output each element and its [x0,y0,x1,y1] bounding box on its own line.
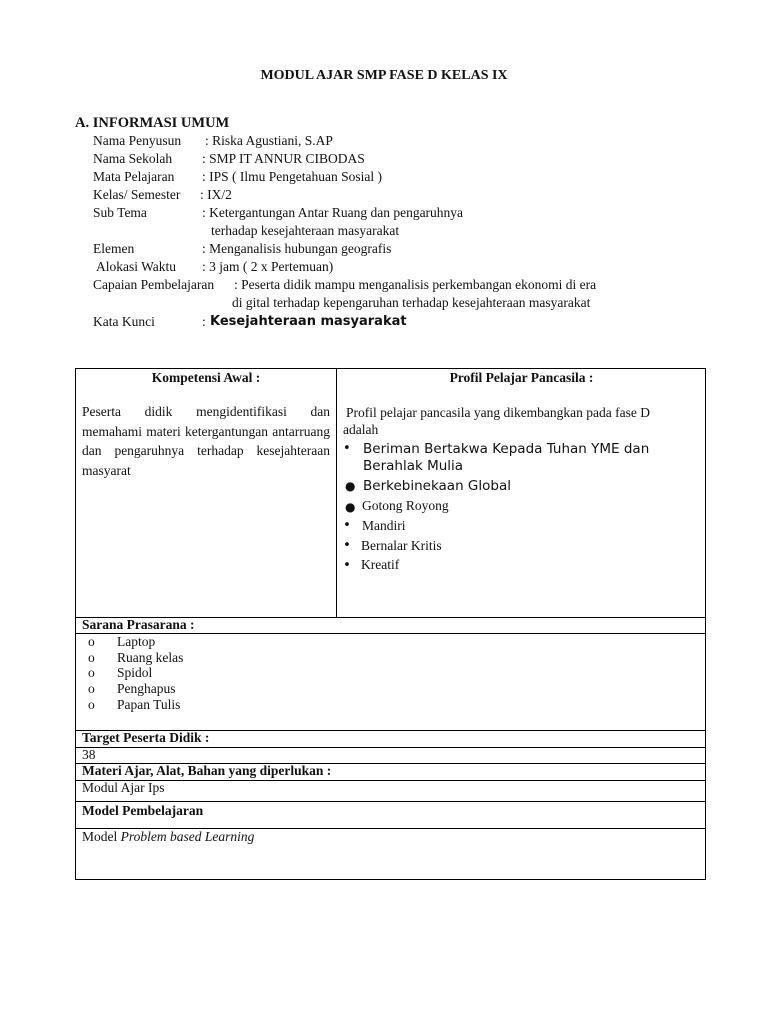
bullet-icon: • [343,517,351,533]
value-mata-pelajaran: : IPS ( Ilmu Pengetahuan Sosial ) [202,169,382,184]
value-sub-tema-2: terhadap kesejahteraan masyarakat [211,223,400,238]
kompetensi-awal-text: Peserta didik mengidentifikasi dan memahami materi ketergantungan antarruang dan pengaruhnya terhadap kesejahteraan masyarat [82,404,330,478]
label-nama-penyusun: Nama Penyusun [93,133,182,148]
materi-header: Materi Ajar, Alat, Bahan yang diperlukan : [82,763,332,778]
table-divider [75,747,706,748]
profil-pancasila-header: Profil Pelajar Pancasila : [449,370,594,385]
circle-bullet-icon: o [88,634,95,649]
profil-item: Berahlak Mulia [363,458,464,474]
materi-value: Modul Ajar Ips [82,780,165,795]
profil-item: Kreatif [361,557,400,572]
circle-bullet-icon: o [88,665,95,680]
model-header: Model Pembelajaran [82,803,204,818]
model-value [82,829,254,845]
label-sub-tema: Sub Tema [93,205,147,220]
circle-bullet-icon: o [88,650,95,665]
table-column-divider [336,368,337,617]
section-heading-informasi-umum: A. INFORMASI UMUM [75,115,230,131]
circle-bullet-icon: o [88,697,95,712]
label-kelas-semester: Kelas/ Semester [93,187,181,202]
kompetensi-awal-header: Kompetensi Awal : [151,370,261,385]
sarana-item: Ruang kelas [117,650,184,665]
value-kelas-semester: : IX/2 [200,187,232,202]
circle-bullet-icon: o [88,681,95,696]
bullet-icon: • [343,441,351,456]
sarana-header: Sarana Prasarana : [82,617,195,632]
profil-item: Berkebinekaan Global [363,478,511,494]
profil-item: Mandiri [362,518,406,533]
bullet-icon: • [343,557,351,573]
document-title: MODUL AJAR SMP FASE D KELAS IX [260,68,508,83]
target-header: Target Peserta Didik : [82,730,210,745]
value-capaian-2: di gital terhadap kepengaruhan terhadap kesejahteraan masyarakat [232,295,591,310]
label-alokasi-waktu: Alokasi Waktu [96,259,177,274]
value-sub-tema-1: : Ketergantungan Antar Ruang dan pengaruhnya [202,205,464,220]
value-nama-penyusun: : Riska Agustiani, S.AP [205,133,333,148]
table-divider [75,780,706,781]
profil-item: Bernalar Kritis [361,538,442,553]
value-alokasi-waktu: : 3 jam ( 2 x Pertemuan) [202,259,334,274]
value-nama-sekolah: : SMP IT ANNUR CIBODAS [202,151,365,166]
target-value: 38 [82,747,96,762]
model-prefix: Model [82,829,121,844]
label-capaian-pembelajaran: Capaian Pembelajaran [93,277,215,292]
label-mata-pelajaran: Mata Pelajaran [93,169,175,184]
label-elemen: Elemen [93,241,135,256]
kata-kunci-colon: : [202,314,206,329]
table-divider [75,801,706,802]
value-kata-kunci: Kesejahteraan masyarakat [210,314,407,329]
bullet-icon: ● [345,500,356,514]
sarana-item: Laptop [117,634,156,649]
sarana-item: Papan Tulis [117,697,181,712]
sarana-item: Spidol [117,665,153,680]
bullet-icon: • [343,537,351,553]
profil-intro-1: Profil pelajar pancasila yang dikembangkan pada fase D [346,405,651,420]
value-elemen: : Menganalisis hubungan geografis [202,241,392,256]
sarana-item: Penghapus [117,681,176,696]
label-nama-sekolah: Nama Sekolah [93,151,173,166]
profil-intro-2: adalah [343,422,379,437]
profil-item: Beriman Bertakwa Kepada Tuhan YME dan [363,441,650,457]
bullet-icon: ● [345,479,356,493]
table-divider [75,633,706,634]
profil-item: Gotong Royong [362,498,449,513]
model-name: Problem based Learning [120,829,255,844]
value-capaian-1: : Peserta didik mampu menganalisis perkembangan ekonomi di era [234,277,597,292]
label-kata-kunci: Kata Kunci [93,314,155,329]
